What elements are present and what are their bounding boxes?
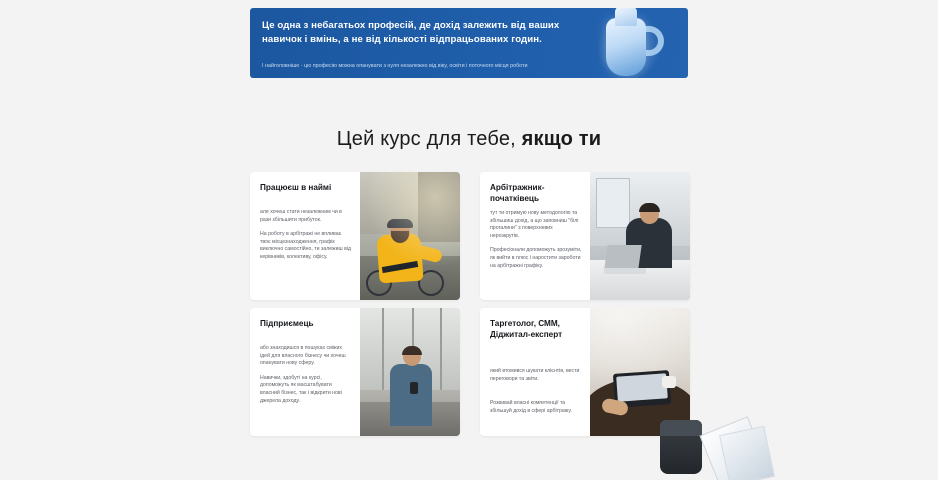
card-paragraph: Розвивай власні компетенції та збільшуй дохід в сфері арбітражу.	[490, 400, 572, 414]
card-paragraph: Навички, здобуті на курсі, допоможуть як масштабувати власний бізнес, так і відкрити нові джерела доходу.	[260, 374, 342, 404]
laptop-on-table-topview-photo	[590, 308, 690, 436]
card-entrepreneur[interactable]	[250, 308, 460, 436]
card-paragraph: Професіонали допоможуть зрозуміти, як вийти в плюс і наростити зароботи на арбітражні графіку.	[490, 247, 582, 269]
card-employee[interactable]	[250, 172, 460, 300]
courier-on-bicycle-photo	[360, 172, 460, 300]
card-text	[480, 172, 590, 300]
paper-sheet-back-icon	[719, 426, 775, 480]
page-title	[0, 128, 938, 151]
card-text	[250, 172, 360, 300]
bottom-decoration	[640, 420, 800, 480]
card-title: Підприємець	[260, 319, 314, 328]
cards-grid	[250, 172, 690, 436]
man-with-phone-cafe-photo	[360, 308, 460, 436]
card-text	[250, 308, 360, 436]
card-paragraph: але хочеш стати незалежним чи в рази збільшити прибуток.	[260, 209, 342, 223]
card-paragraph: тут ти отримую нову методологію та збільшиш дохід, а що заповниш "білі прогалини" з поверхневих нерозкрутів.	[490, 210, 579, 239]
card-paragraph: який втомився шукати клієнтів, вести переговори та звіти.	[490, 368, 580, 382]
card-digital-expert[interactable]	[480, 308, 690, 436]
card-paragraph: На роботу в арбітражі не впливає твоє місцезнаходження, графік виключно самостійно, ти залежиш від керівників, колективу, офісу.	[260, 231, 351, 260]
water-jug-icon	[572, 8, 682, 78]
banner-subline: І найголовніше - цю професію можна опанувати з нуля незалежно від віку, освіти і поточного місця роботи	[262, 63, 528, 69]
card-beginner-affiliate[interactable]	[480, 172, 690, 300]
section-title-bold: якщо ти	[521, 128, 602, 150]
section-title-plain: Цей курс для тебе,	[336, 128, 522, 150]
card-text	[480, 308, 590, 436]
card-title: Арбітражник-початківець	[490, 183, 545, 203]
card-paragraph: або знаходишся в пошуках свіжих ідей для власного бізнесу чи хочеш опанувати нову сферу.	[260, 345, 346, 367]
backpack-flap-icon	[660, 420, 702, 436]
banner-headline: Це одна з небагатьох професій, де дохід залежить від ваших навичок і вмінь, а не від кількості відпрацьованих годин.	[262, 20, 560, 45]
card-title: Таргетолог, СММ, Діджитал-експерт	[490, 319, 563, 339]
promo-banner	[250, 8, 688, 78]
man-with-laptop-office-photo	[590, 172, 690, 300]
card-title: Працюєш в наймі	[260, 183, 332, 192]
